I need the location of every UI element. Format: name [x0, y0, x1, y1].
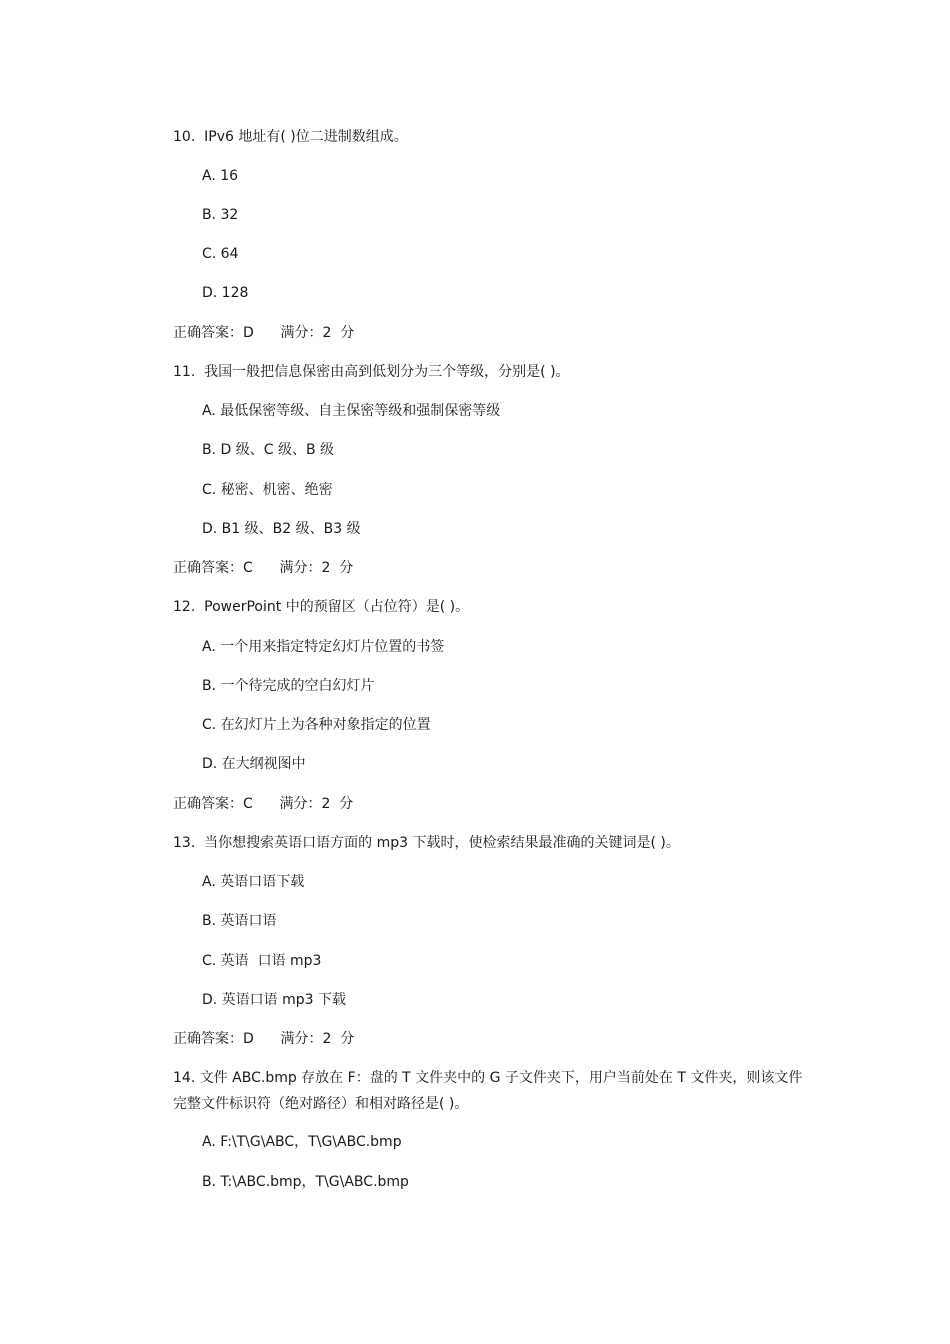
answer-line: 正确答案：D 满分：2 分 [173, 1031, 355, 1047]
option-b: B. 英语口语 [202, 913, 277, 929]
option-a: A. F:\T\G\ABC，T\G\ABC.bmp [202, 1134, 402, 1150]
option-c: C. 秘密、机密、绝密 [202, 482, 333, 498]
answer-line: 正确答案：D 满分：2 分 [173, 325, 355, 341]
answer-line: 正确答案：C 满分：2 分 [173, 796, 354, 812]
option-c: C. 英语 口语 mp3 [202, 953, 322, 969]
option-b: B. D 级、C 级、B 级 [202, 442, 335, 458]
option-c: C. 在幻灯片上为各种对象指定的位置 [202, 717, 431, 733]
option-d: D. 英语口语 mp3 下载 [202, 992, 347, 1008]
question-stem: 10. IPv6 地址有( )位二进制数组成。 [173, 129, 408, 145]
option-a: A. 16 [202, 168, 239, 184]
option-c: C. 64 [202, 246, 239, 262]
question-stem: 14. 文件 ABC.bmp 存放在 F：盘的 T 文件夹中的 G 子文件夹下，用户当前处在 T 文件夹，则该文件完整文件标识符（绝对路径）和相对路径是( )。 [173, 1070, 803, 1112]
option-a: A. 一个用来指定特定幻灯片位置的书签 [202, 639, 445, 655]
option-d: D. B1 级、B2 级、B3 级 [202, 521, 361, 537]
option-b: B. 一个待完成的空白幻灯片 [202, 678, 375, 694]
option-a: A. 英语口语下载 [202, 874, 305, 890]
option-b: B. T:\ABC.bmp，T\G\ABC.bmp [202, 1174, 409, 1190]
option-d: D. 在大纲视图中 [202, 756, 306, 772]
option-a: A. 最低保密等级、自主保密等级和强制保密等级 [202, 403, 501, 419]
question-stem: 13. 当你想搜索英语口语方面的 mp3 下载时，使检索结果最准确的关键词是( )。 [173, 835, 680, 851]
option-d: D. 128 [202, 285, 249, 301]
answer-line: 正确答案：C 满分：2 分 [173, 560, 354, 576]
question-stem: 12. PowerPoint 中的预留区（占位符）是( )。 [173, 599, 470, 615]
question-stem: 11. 我国一般把信息保密由高到低划分为三个等级，分别是( )。 [173, 364, 570, 380]
option-b: B. 32 [202, 207, 239, 223]
